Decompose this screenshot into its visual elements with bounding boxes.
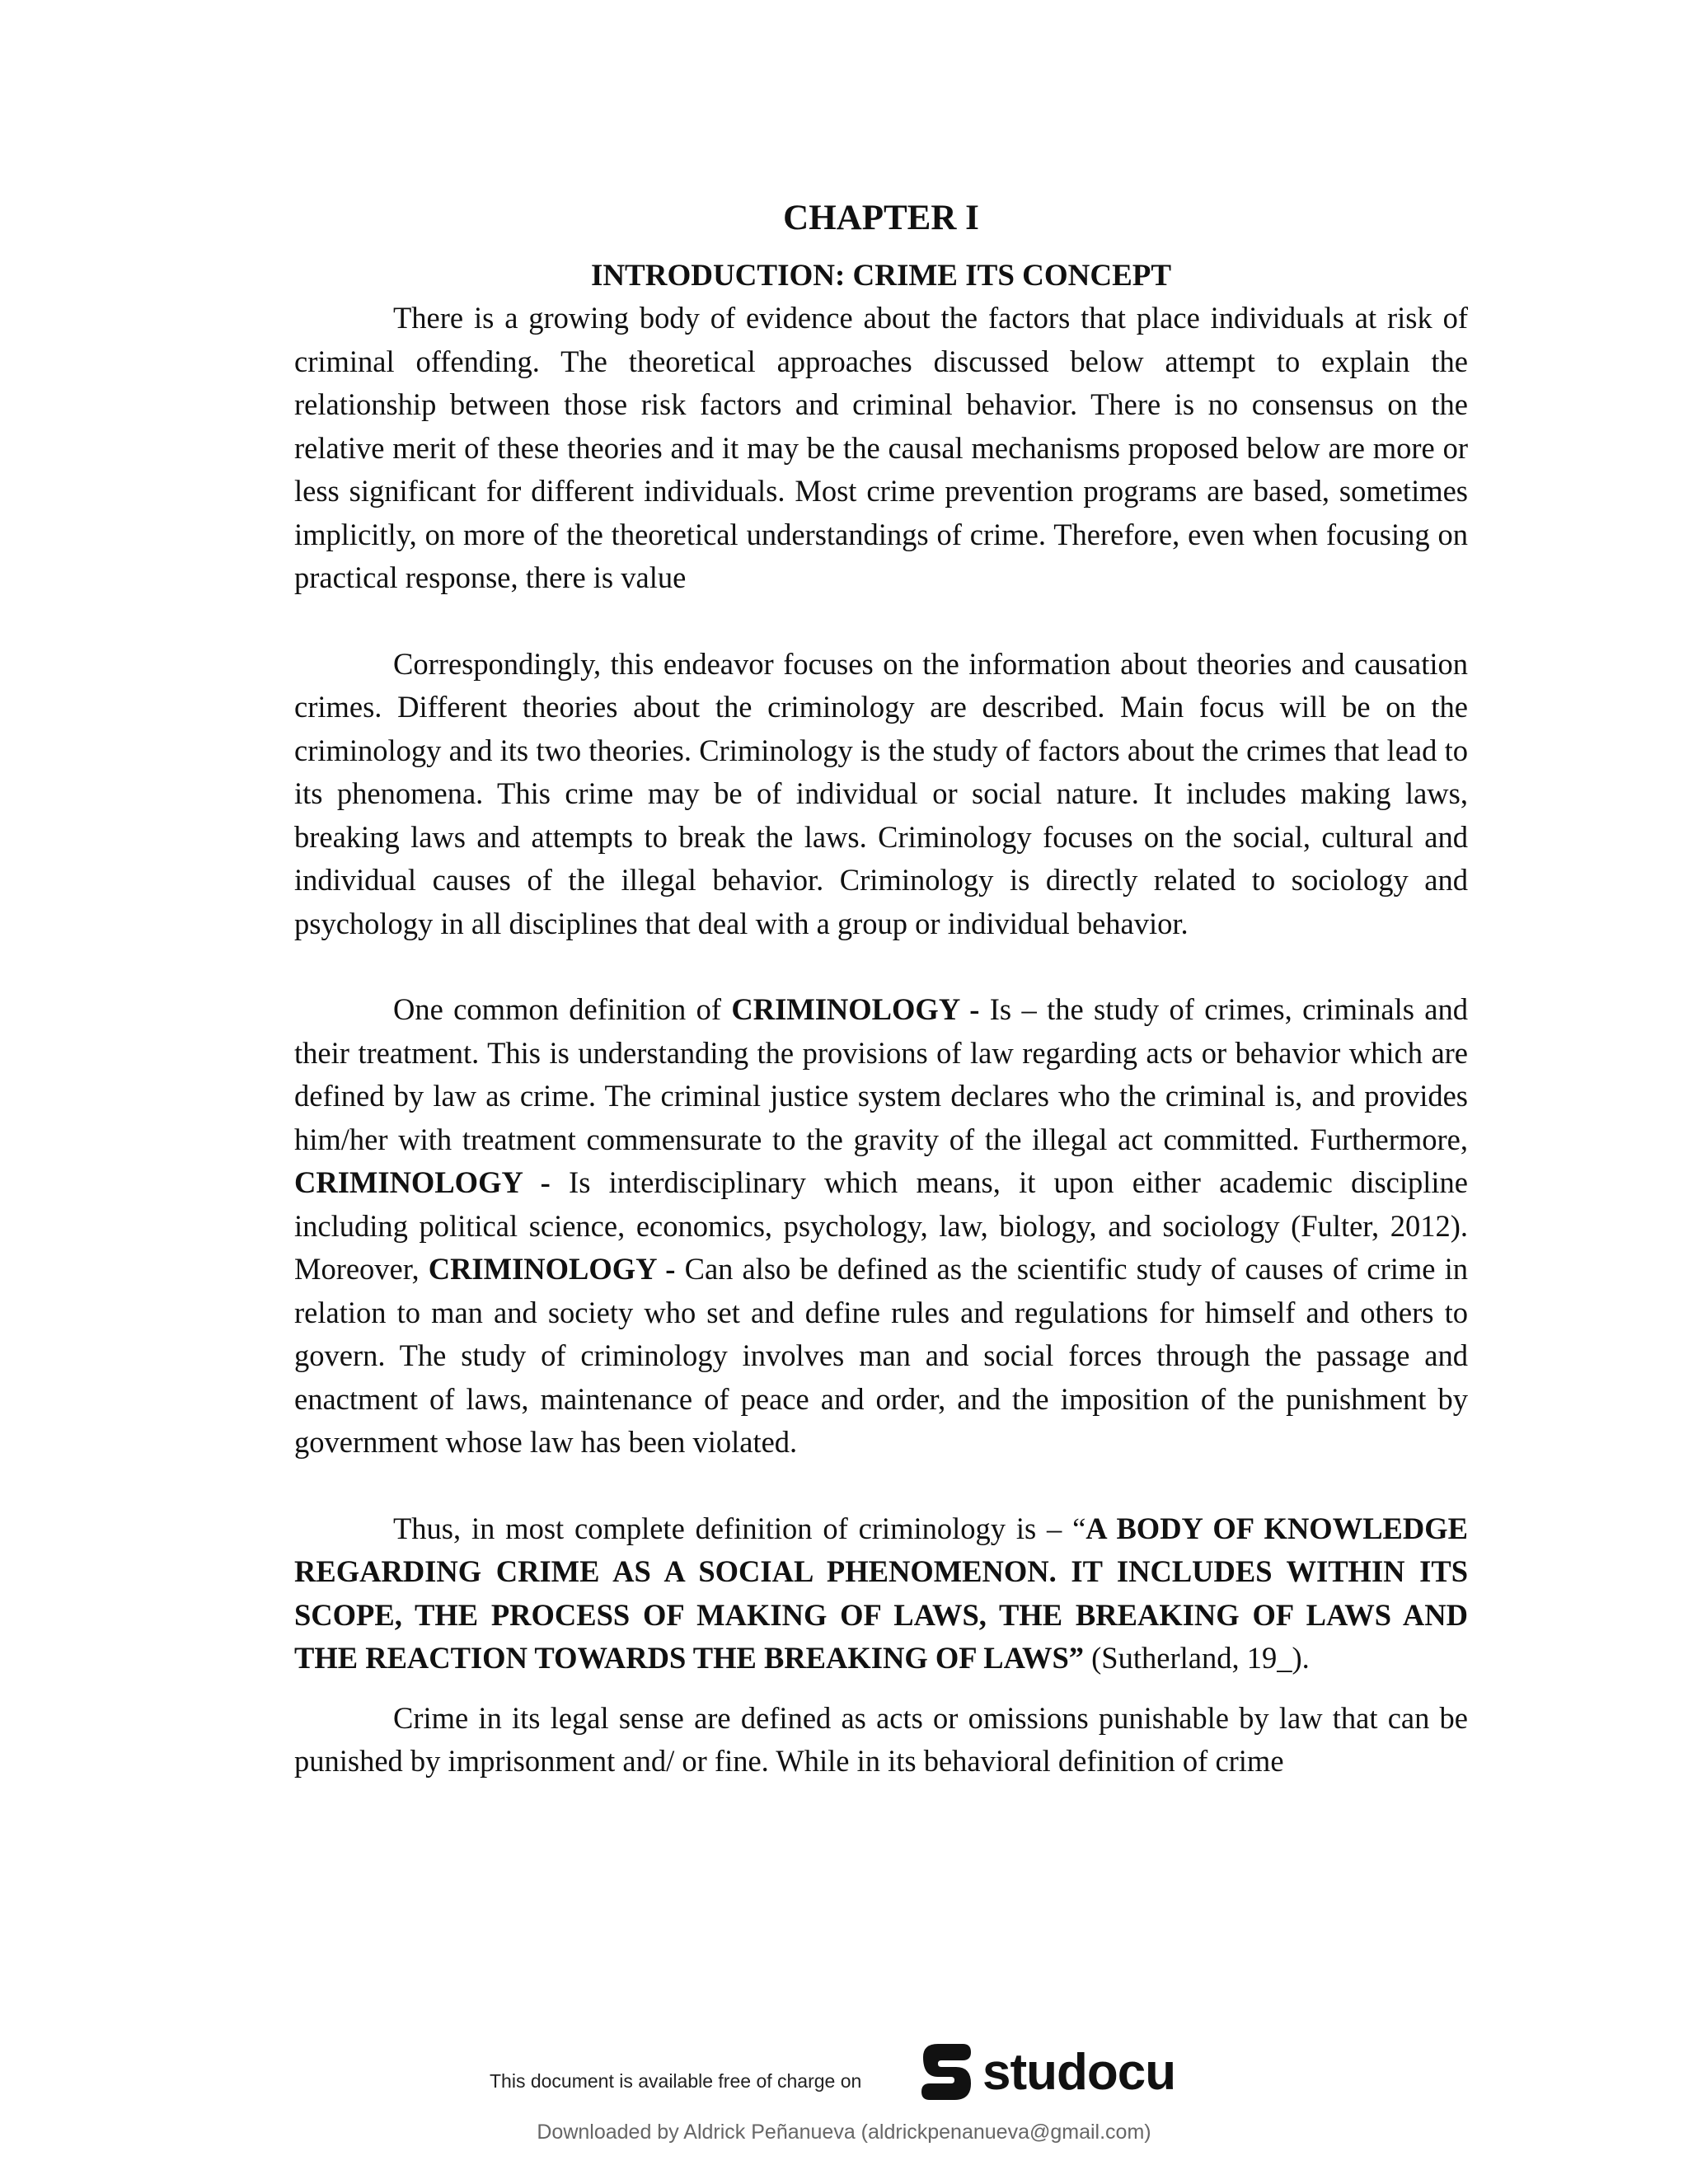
studocu-wordmark: studocu — [982, 2043, 1176, 2101]
sutherland-definition: A BODY OF KNOWLEDGE REGARDING CRIME AS A SOCIAL PHENOMENON. IT INCLUDES WITHIN ITS SCOPE, THE PROCESS OF MAKING OF LAWS, THE BREAKING OF LAWS AND THE REACTION TOWARDS THE BREAKING OF LAWS” — [294, 1511, 1468, 1675]
paragraph-1: There is a growing body of evidence about the factors that place individuals at risk of criminal offending. The theoretical approaches discussed below attempt to explain the relationship between those risk factors and criminal behavior. There is no consensus on the relative merit of these theories and it may be the causal mechanisms proposed below are more or less significant for different individuals. Most crime prevention programs are based, sometimes implicitly, on more of the theoretical understandings of crime. Therefore, even when focusing on practical response, there is value — [294, 301, 1468, 594]
chapter-title: CHAPTER I — [783, 199, 979, 237]
term-criminology-2: CRIMINOLOGY - — [294, 1165, 551, 1199]
paragraph-3-text-1: One common definition of — [393, 992, 732, 1026]
paragraph-4-text-1: Thus, in most complete definition of criminology is – “ — [393, 1511, 1086, 1545]
paragraph-3 — [294, 988, 1468, 1465]
studocu-brand[interactable] — [917, 2041, 1175, 2103]
paragraph-4 — [294, 1507, 1468, 1680]
paragraph-2: Correspondingly, this endeavor focuses on the information about theories and causation crimes. Different theories about the criminology are described. Main focus will be on the criminology and its two theories. Criminology is the study of factors about the crimes that lead to its phenomena. This crime may be of individual or social nature. It includes making laws, breaking laws and attempts to break the laws. Criminology focuses on the social, cultural and individual causes of the illegal behavior. Criminology is directly related to sociology and psychology in all disciplines that deal with a group or individual behavior. — [294, 646, 1468, 940]
paragraph-4-citation: (Sutherland, 19_). — [1084, 1641, 1310, 1675]
term-criminology-1: CRIMINOLOGY - — [731, 992, 980, 1026]
paragraph-3-text-3: Is interdisciplinary which means, it upon either academic discipline including political science, economics, psychology, law, biology, and sociology (Fulter, 2012). Moreover, — [294, 1165, 1468, 1286]
paragraph-3-text-4: Can also be defined as the scientific study of causes of crime in relation to man and society who set and define rules and regulations for himself and others to govern. The study of criminology involves man and social forces through the passage and enactment of laws, maintenance of peace and order, and the imposition of the punishment by government whose law has been violated. — [294, 1252, 1468, 1459]
studocu-logo-icon — [917, 2041, 976, 2103]
document-page — [294, 194, 1468, 1783]
term-criminology-3: CRIMINOLOGY - — [428, 1252, 676, 1286]
downloaded-by-note: Downloaded by Aldrick Peñanueva (aldrickpenanueva@gmail.com) — [537, 2121, 1151, 2144]
availability-note: This document is available free of charge on — [490, 2070, 862, 2092]
paragraph-5: Crime in its legal sense are defined as acts or omissions punishable by law that can be punished by imprisonment and/ or fine. While in its behavioral definition of crime — [294, 1700, 1468, 1778]
paragraph-3-text-2: Is – the study of crimes, criminals and their treatment. This is understanding the provisions of law regarding acts or behavior which are defined by law as crime. The criminal justice system declares who the criminal is, and provides him/her with treatment commensurate to the gravity of the illegal act committed. Furthermore, — [294, 992, 1468, 1156]
footer — [0, 2036, 1688, 2184]
section-title: INTRODUCTION: CRIME ITS CONCEPT — [590, 259, 1172, 293]
